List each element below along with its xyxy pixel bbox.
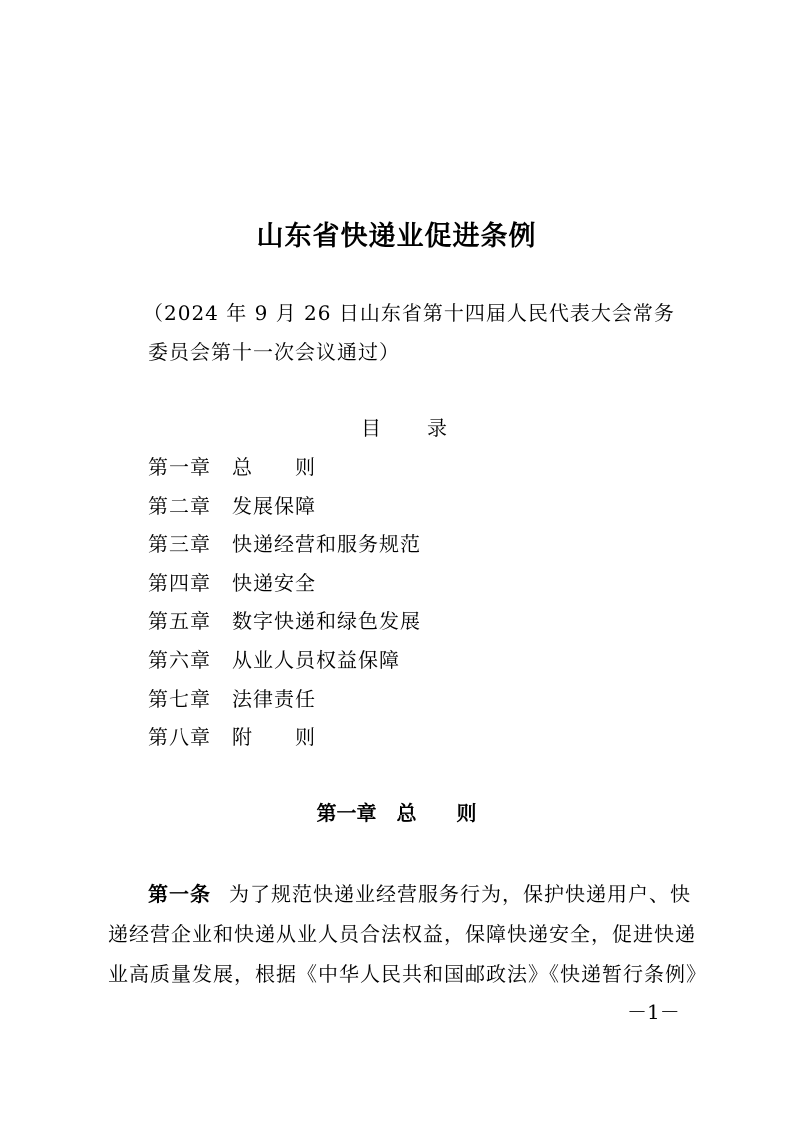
toc-heading [361,413,447,443]
toc-chapter-number: 第一章 [148,455,211,479]
toc-chapter-number: 第五章 [148,609,211,634]
table-of-contents [148,452,421,761]
toc-heading-part-2: 录 [427,416,447,440]
toc-heading-part-1: 目 [361,416,381,440]
toc-chapter-number: 第八章 [148,725,211,750]
toc-chapter-title: 总 则 [232,455,316,479]
toc-chapter-title: 数字快递和绿色发展 [232,609,421,634]
article-body [108,874,707,994]
toc-item [148,491,421,530]
article-label: 第一条 [148,882,211,906]
toc-chapter-number: 第二章 [148,493,211,518]
toc-chapter-title: 附 则 [232,725,316,750]
toc-item [148,452,421,491]
adoption-note-line-2: 委员会第十一次会议通过） [148,340,400,364]
article-line-3: 业高质量发展，根据《中华人民共和国邮政法》《快递暂行条例》 [108,962,707,986]
toc-item [148,568,421,607]
toc-chapter-number: 第六章 [148,647,211,672]
toc-item [148,645,421,684]
adoption-note-line-1: （2024 年 9 月 26 日山东省第十四届人民代表大会常务 [143,301,675,325]
chapter-heading: 第一章 总 则 [316,801,477,825]
article-line-2: 递经营企业和快递从业人员合法权益，保障快递安全，促进快递 [108,922,696,946]
toc-chapter-title: 法律责任 [232,686,316,711]
toc-chapter-title: 从业人员权益保障 [232,647,400,672]
toc-chapter-number: 第七章 [148,686,211,711]
toc-item [148,529,421,568]
toc-chapter-number: 第三章 [148,532,211,557]
article-line-1 [108,874,698,914]
toc-chapter-title: 发展保障 [232,493,316,518]
toc-item [148,606,421,645]
page-number: －1－ [627,1000,680,1024]
article-text-1: 为了规范快递业经营服务行为，保护快递用户、快 [229,882,691,906]
toc-chapter-title: 快递安全 [232,570,316,595]
toc-item [148,684,421,723]
document-title: 山东省快递业促进条例 [256,221,537,252]
toc-item [148,722,421,761]
toc-chapter-title: 快递经营和服务规范 [232,532,421,557]
toc-chapter-number: 第四章 [148,570,211,595]
